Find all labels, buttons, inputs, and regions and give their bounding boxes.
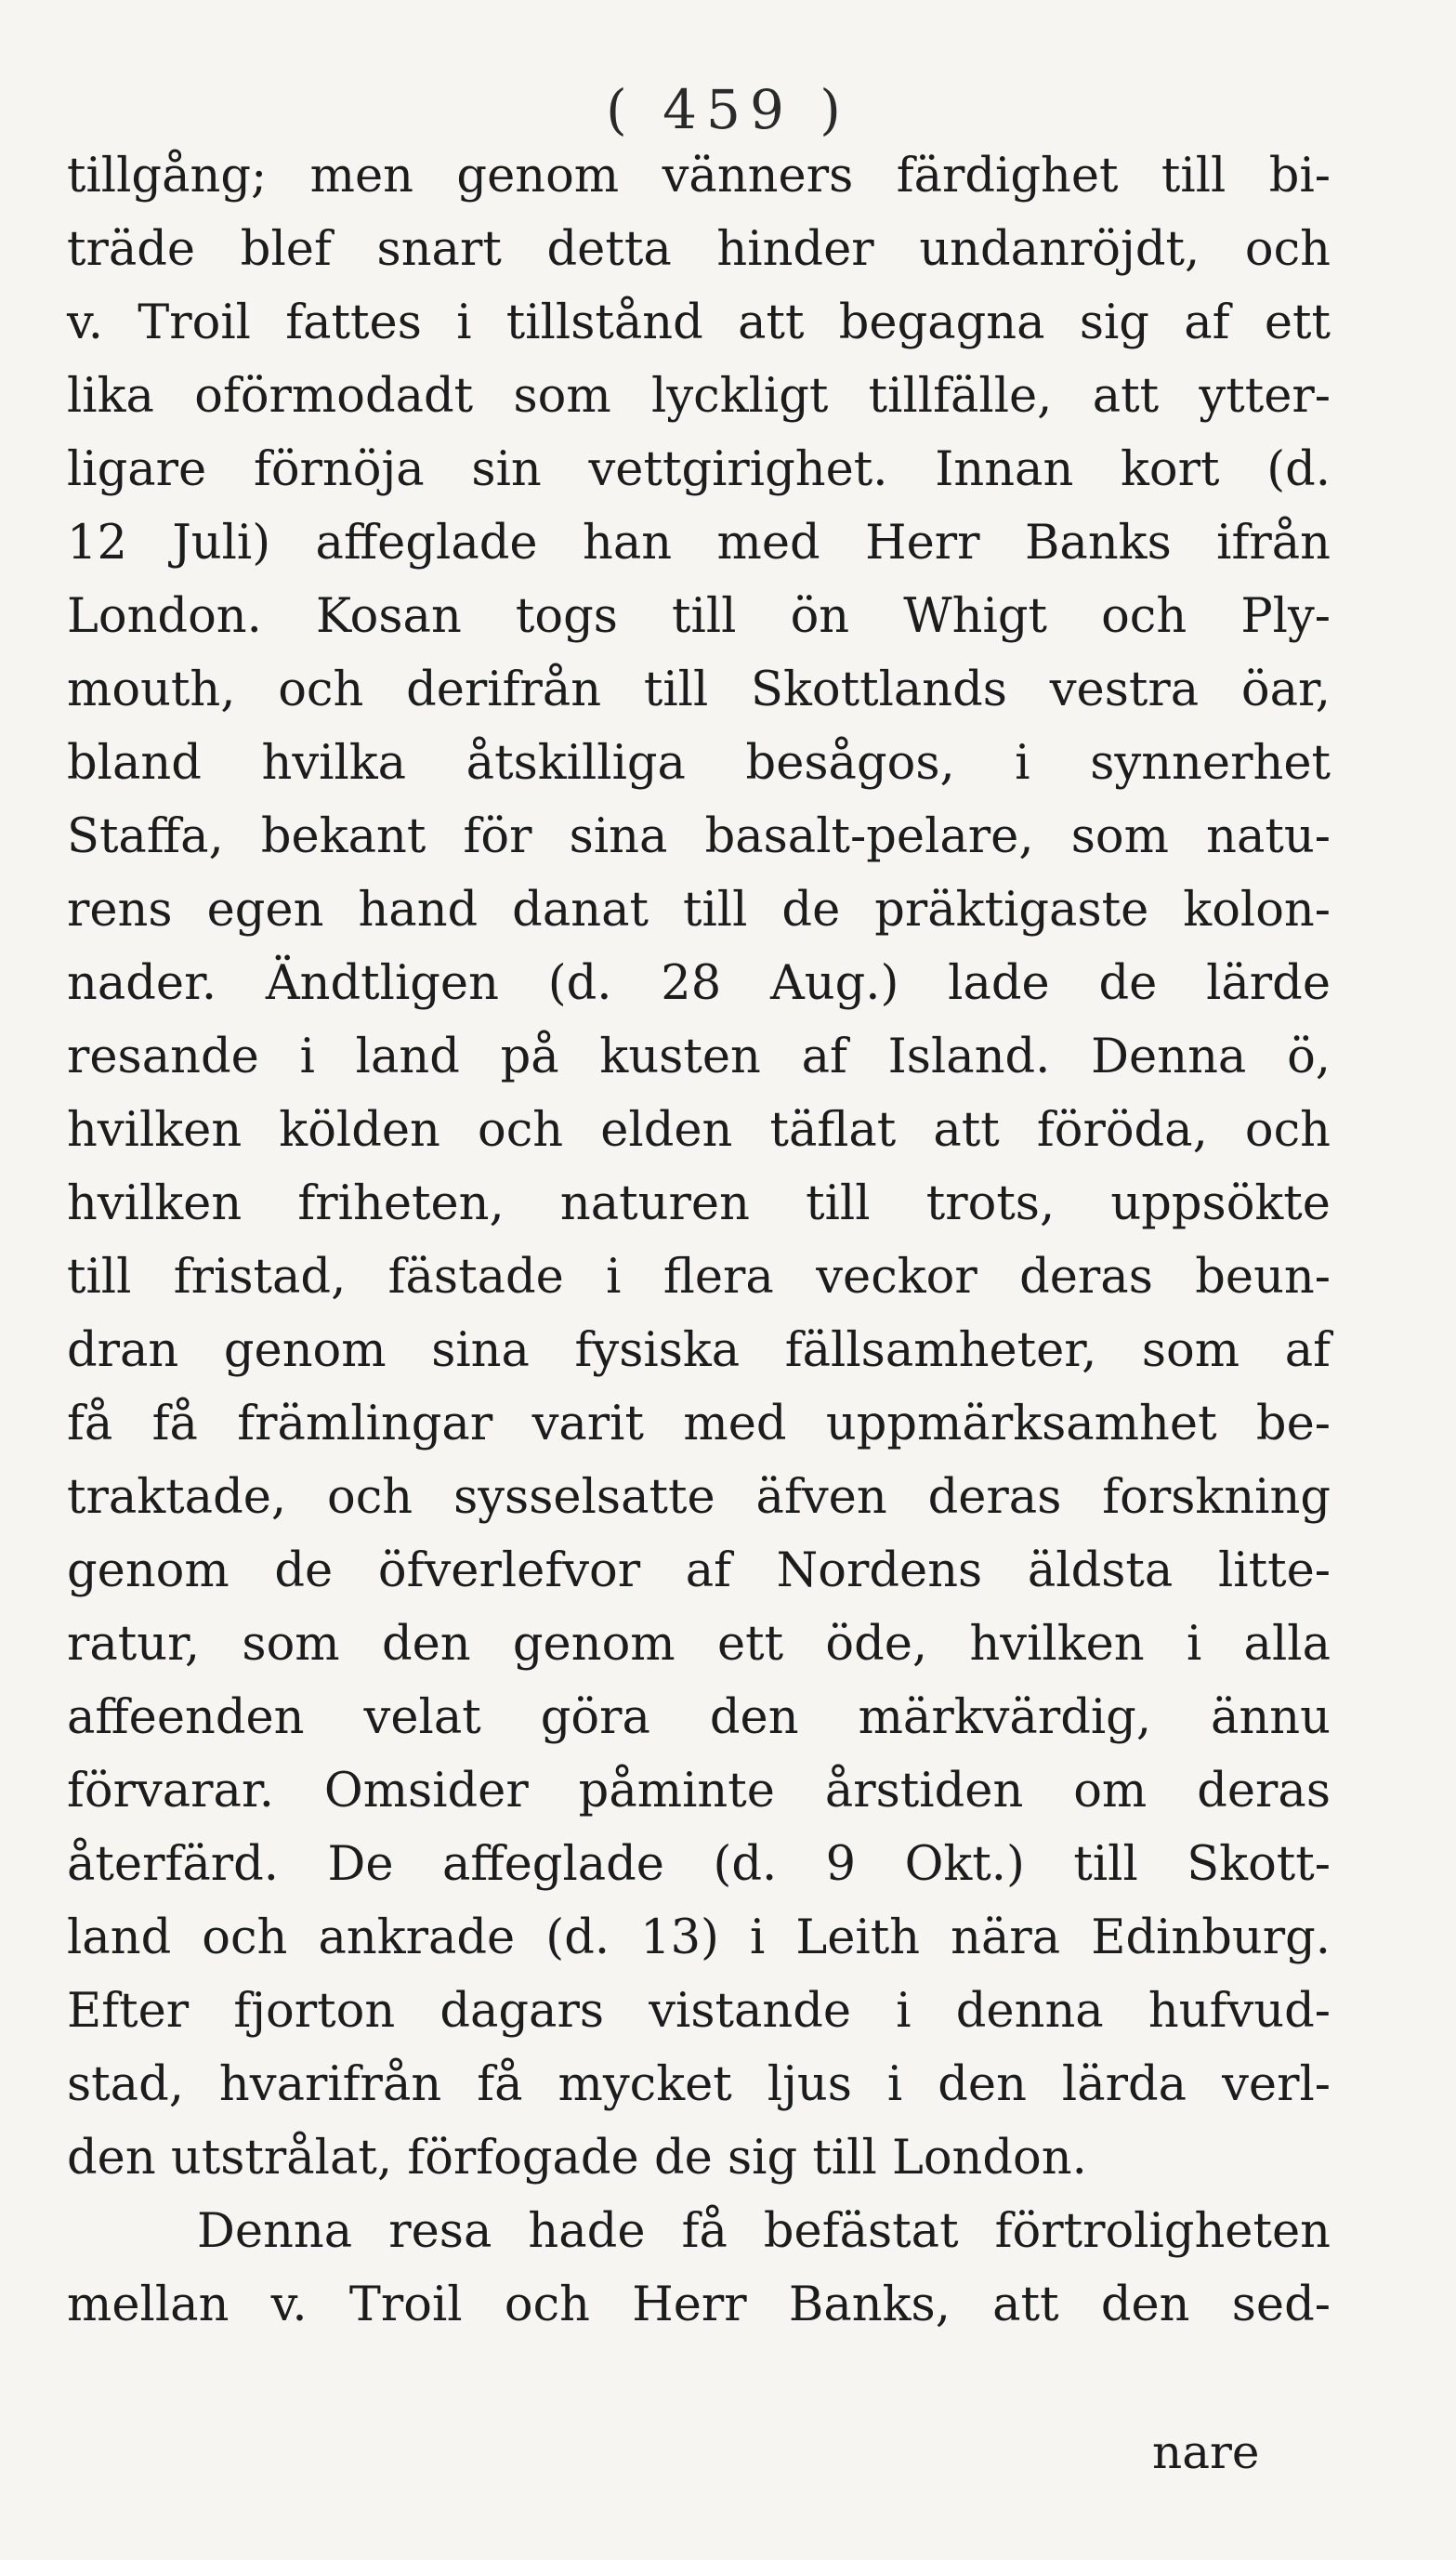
text-line: land och ankrade (d. 13) i Leith nära Edinburg. [67,1910,1331,1965]
text-line: Efter fjorton dagars vistande i denna hufvud- [67,1984,1331,2039]
text-line: återfärd. De affeglade (d. 9 Okt.) till Skott- [67,1837,1331,1892]
text-line: resande i land på kusten af Island. Denna ö, [67,1030,1331,1084]
text-line: hvilken kölden och elden täflat att föröda, och [67,1103,1331,1158]
text-line: v. Troil fattes i tillstånd att begagna sig af ett [67,295,1331,350]
text-line-paragraph-start: Denna resa hade få befästat förtroligheten [197,2204,1331,2259]
text-line: lika oförmodadt som lyckligt tillfälle, att ytter- [67,369,1331,424]
text-line: affeenden velat göra den märkvärdig, ännu [67,1690,1331,1745]
text-line: den utstrålat, förfogade de sig till London. [67,2131,1087,2186]
text-line: stad, hvarifrån få mycket ljus i den lärda verl- [67,2057,1331,2112]
text-line: få få främlingar varit med uppmärksamhet be- [67,1397,1331,1451]
text-line: tillgång; men genom vänners färdighet till bi- [67,149,1331,203]
catchword: nare [1152,2425,1260,2479]
text-line: bland hvilka åtskilliga besågos, i synnerhet [67,736,1331,791]
body-text [67,139,1331,2342]
text-line: ligare förnöja sin vettgirighet. Innan kort (d. [67,442,1331,497]
page-number: ( 459 ) [606,78,850,141]
text-line: 12 Juli) affeglade han med Herr Banks ifrån [67,516,1331,571]
text-line: genom de öfverlefvor af Nordens äldsta litte- [67,1543,1331,1598]
text-line: förvarar. Omsider påminte årstiden om deras [67,1764,1331,1818]
text-line: London. Kosan togs till ön Whigt och Ply- [67,589,1331,644]
text-line: hvilken friheten, naturen till trots, uppsökte [67,1176,1331,1231]
text-line: dran genom sina fysiska fällsamheter, som af [67,1323,1331,1378]
text-line: träde blef snart detta hinder undanröjdt, och [67,222,1331,277]
text-line: rens egen hand danat till de präktigaste kolon- [67,883,1331,938]
text-line: mouth, och derifrån till Skottlands vestra öar, [67,663,1331,717]
text-line: traktade, och sysselsatte äfven deras forskning [67,1470,1331,1525]
text-line: mellan v. Troil och Herr Banks, att den sed- [67,2278,1331,2332]
text-line: till fristad, fästade i flera veckor deras beun- [67,1250,1331,1305]
text-line: ratur, som den genom ett öde, hvilken i alla [67,1617,1331,1672]
text-line: Staffa, bekant för sina basalt-pelare, som natu- [67,809,1331,864]
text-line: nader. Ändtligen (d. 28 Aug.) lade de lärde [67,956,1331,1011]
